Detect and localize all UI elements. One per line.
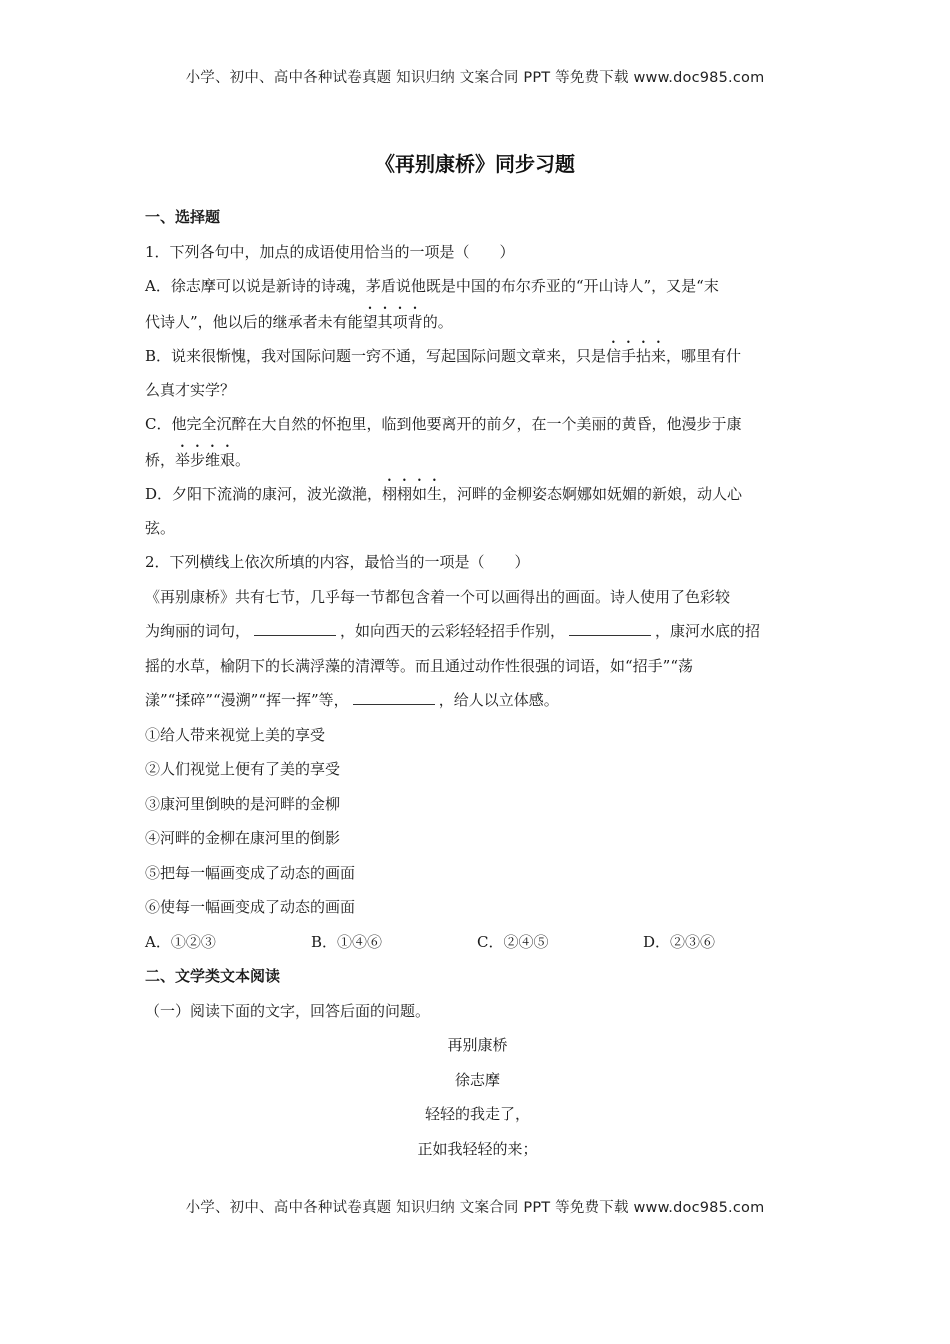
item-5: ⑤把每一幅画变成了动态的画面 bbox=[145, 863, 356, 882]
option-d-line-2: 弦。 bbox=[145, 518, 176, 537]
section-heading-choice: 一、选择题 bbox=[145, 208, 221, 226]
question-2 bbox=[145, 545, 810, 959]
question-1 bbox=[145, 235, 810, 546]
option-a-line-1: A．徐志摩可以说是新诗的诗魂，茅盾说他既是中国的布尔乔亚的“开山诗人”，又是“末 bbox=[145, 277, 719, 295]
passage-text: ，如向西天的云彩轻轻招手作别， bbox=[340, 622, 566, 640]
question-1-option-a bbox=[145, 269, 810, 338]
question-2-options bbox=[145, 925, 810, 960]
option-d-emphasized-idiom: 栩栩如生 bbox=[382, 485, 443, 503]
option-b-text-pre: B．说来很惭愧，我对国际问题一窍不通，写起国际问题文章来，只是 bbox=[145, 347, 607, 365]
passage-text: ，康河水底的招 bbox=[655, 622, 761, 640]
question-1-option-b bbox=[145, 338, 810, 407]
option-a-line-2 bbox=[145, 304, 810, 339]
poem-line-1: 轻轻的我走了， bbox=[424, 1105, 530, 1123]
option-c-line-1: C．他完全沉醉在大自然的怀抱里，临到他要离开的前夕，在一个美丽的黄昏，他漫步于康 bbox=[145, 415, 742, 433]
poem-author: 徐志摩 bbox=[454, 1070, 500, 1089]
header-banner: 小学、初中、高中各种试卷真题 知识归纳 文案合同 PPT 等免费下载 www.doc985.com bbox=[185, 70, 765, 86]
option-d-text-pre: D．夕阳下流淌的康河，波光潋滟， bbox=[145, 485, 383, 503]
item-1: ①给人带来视觉上美的享受 bbox=[145, 725, 326, 744]
answer-option-b: B．①④⑥ bbox=[311, 932, 383, 951]
item-2: ②人们视觉上便有了美的享受 bbox=[145, 760, 341, 778]
question-2-passage bbox=[145, 580, 810, 718]
fill-blank-2 bbox=[569, 617, 651, 636]
item-4: ④河畔的金柳在康河里的倒影 bbox=[145, 829, 341, 847]
passage-text: 漾”“揉碎”“漫溯”“挥一挥”等， bbox=[145, 691, 349, 709]
fill-blank-3 bbox=[353, 686, 435, 705]
item-3: ③康河里倒映的是河畔的金柳 bbox=[145, 794, 341, 813]
answer-option-a: A．①②③ bbox=[145, 932, 216, 951]
footer-banner: 小学、初中、高中各种试卷真题 知识归纳 文案合同 PPT 等免费下载 www.doc985.com bbox=[185, 1200, 765, 1216]
option-b-line-2: 么真才实学？ bbox=[145, 380, 236, 399]
question-2-stem: 2．下列横线上依次所填的内容，最恰当的一项是（ ） bbox=[145, 553, 530, 571]
fill-blank-1 bbox=[254, 617, 336, 636]
passage-text: ，给人以立体感。 bbox=[438, 691, 559, 709]
document-content bbox=[145, 200, 810, 1166]
passage-text: 为绚丽的词句， bbox=[145, 622, 251, 640]
question-1-stem: 1．下列各句中，加点的成语使用恰当的一项是（ ） bbox=[145, 242, 515, 261]
option-b-emphasized-idiom: 信手拈来 bbox=[606, 347, 667, 365]
reading-intro: （一）阅读下面的文字，回答后面的问题。 bbox=[145, 1001, 431, 1020]
answer-option-d: D．②③⑥ bbox=[643, 932, 716, 951]
question-2-items bbox=[145, 718, 810, 925]
option-c-text-post: 。 bbox=[235, 450, 251, 469]
option-a-text-post: 的。 bbox=[422, 312, 453, 331]
option-d-line-1 bbox=[145, 476, 810, 511]
poem bbox=[145, 1028, 810, 1166]
option-b-line-1 bbox=[145, 338, 810, 373]
item-6: ⑥使每一幅画变成了动态的画面 bbox=[145, 898, 356, 916]
option-a-text-pre: 代诗人”，他以后的继承者未有能 bbox=[145, 312, 363, 331]
question-1-option-d bbox=[145, 476, 810, 545]
option-c-text-pre: 桥， bbox=[145, 450, 176, 469]
passage-line-4 bbox=[145, 683, 810, 718]
passage-line-3: 摇的水草，榆阴下的长满浮藻的清潭等。而且通过动作性很强的词语，如“招手”“荡 bbox=[145, 656, 694, 675]
option-c-emphasized-idiom: 举步维艰 bbox=[175, 450, 236, 469]
section-heading-reading: 二、文学类文本阅读 bbox=[145, 967, 281, 985]
poem-title: 再别康桥 bbox=[447, 1036, 508, 1054]
option-d-text-post: ，河畔的金柳姿态婀娜如妩媚的新娘，动人心 bbox=[442, 485, 743, 503]
poem-line-2: 正如我轻轻的来； bbox=[417, 1139, 538, 1158]
passage-line-1: 《再别康桥》共有七节，几乎每一节都包含着一个可以画得出的画面。诗人使用了色彩较 bbox=[145, 587, 731, 606]
document-title: 《再别康桥》同步习题 bbox=[375, 152, 575, 176]
option-b-text-post: ，哪里有什 bbox=[666, 347, 742, 365]
option-c-line-2 bbox=[145, 442, 810, 477]
option-a-emphasized-idiom: 望其项背 bbox=[362, 312, 423, 331]
question-1-option-c bbox=[145, 407, 810, 476]
passage-line-2 bbox=[145, 614, 810, 649]
answer-option-c: C．②④⑤ bbox=[477, 932, 549, 951]
